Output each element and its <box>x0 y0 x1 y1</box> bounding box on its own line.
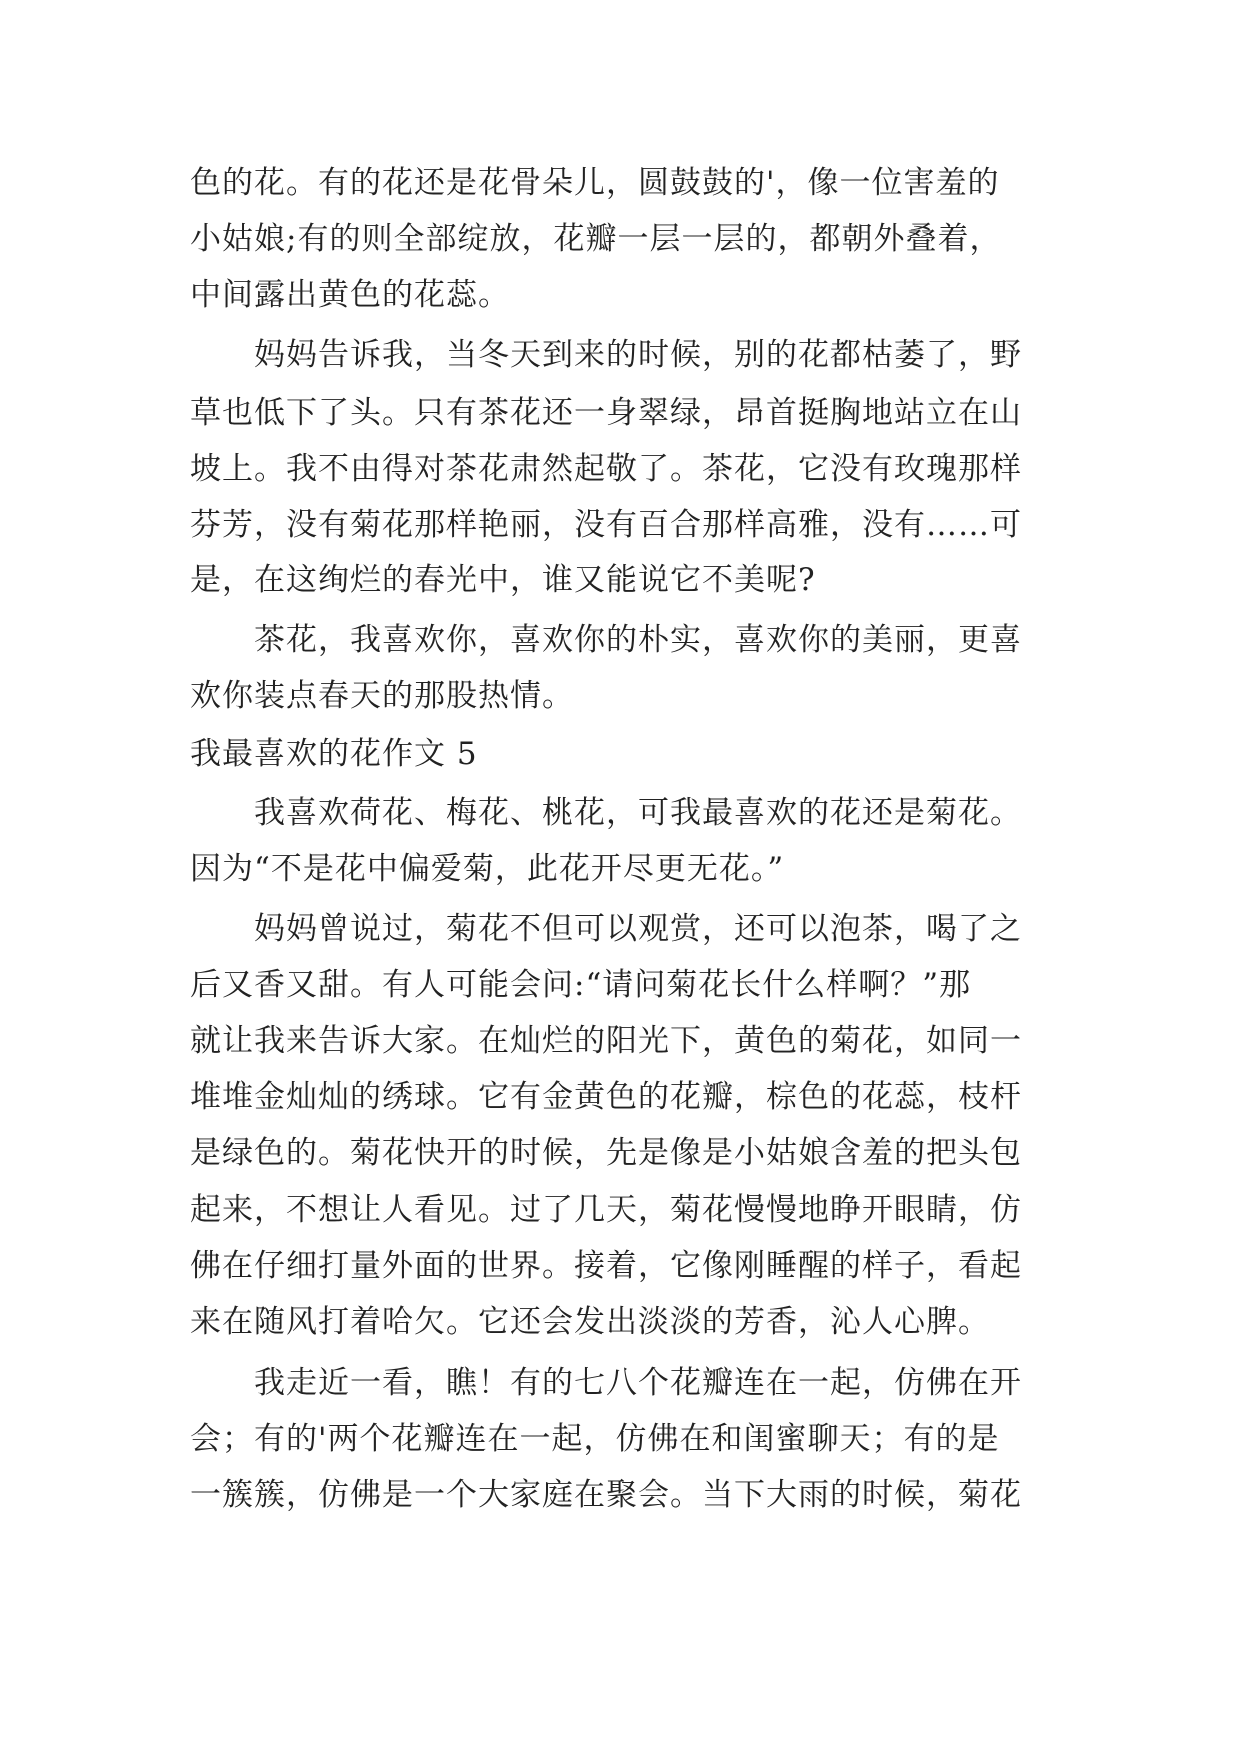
text-line: 欢你装点春天的那股热情。 <box>190 678 574 714</box>
text-line: 小姑娘;有的则全部绽放，花瓣一层一层的，都朝外叠着， <box>190 221 1002 257</box>
text-line: 一簇簇，仿佛是一个大家庭在聚会。当下大雨的时候，菊花 <box>190 1477 1022 1513</box>
text-line: 色的花。有的花还是花骨朵儿，圆鼓鼓的'，像一位害羞的 <box>190 165 1000 201</box>
text-line: 堆堆金灿灿的绣球。它有金黄色的花瓣，棕色的花蕊，枝杆 <box>190 1079 1022 1115</box>
text-line: 佛在仔细打量外面的世界。接着，它像刚睡醒的样子，看起 <box>190 1248 1022 1284</box>
text-line: 茶花，我喜欢你，喜欢你的朴实，喜欢你的美丽，更喜 <box>190 622 1022 658</box>
text-line: 是绿色的。菊花快开的时候，先是像是小姑娘含羞的把头包 <box>190 1135 1022 1171</box>
text-line: 会；有的'两个花瓣连在一起，仿佛在和闺蜜聊天；有的是 <box>190 1421 1000 1457</box>
text-line: 起来，不想让人看见。过了几天，菊花慢慢地睁开眼睛，仿 <box>190 1192 1022 1228</box>
text-line: 坡上。我不由得对茶花肃然起敬了。茶花，它没有玫瑰那样 <box>190 451 1022 487</box>
text-line: 后又香又甜。有人可能会问:“请问菊花长什么样啊？”那 <box>190 967 972 1003</box>
text-line: 芬芳，没有菊花那样艳丽，没有百合那样高雅，没有……可 <box>190 507 1022 543</box>
text-line: 来在随风打着哈欠。它还会发出淡淡的芳香，沁人心脾。 <box>190 1304 990 1340</box>
text-line: 草也低下了头。只有茶花还一身翠绿，昂首挺胸地站立在山 <box>190 395 1022 431</box>
text-line: 是，在这绚烂的春光中，谁又能说它不美呢? <box>190 562 816 598</box>
text-line: 妈妈曾说过，菊花不但可以观赏，还可以泡茶，喝了之 <box>190 911 1022 947</box>
text-line: 因为“不是花中偏爱菊，此花开尽更无花。” <box>190 851 785 887</box>
text-line: 妈妈告诉我，当冬天到来的时候，别的花都枯萎了，野 <box>190 337 1022 373</box>
text-line: 中间露出黄色的花蕊。 <box>190 277 510 313</box>
text-line: 我走近一看，瞧！有的七八个花瓣连在一起，仿佛在开 <box>190 1365 1022 1401</box>
text-line: 就让我来告诉大家。在灿烂的阳光下，黄色的菊花，如同一 <box>190 1023 1022 1059</box>
section-heading: 我最喜欢的花作文 5 <box>190 736 478 772</box>
text-line: 我喜欢荷花、梅花、桃花，可我最喜欢的花还是菊花。 <box>190 795 1022 831</box>
